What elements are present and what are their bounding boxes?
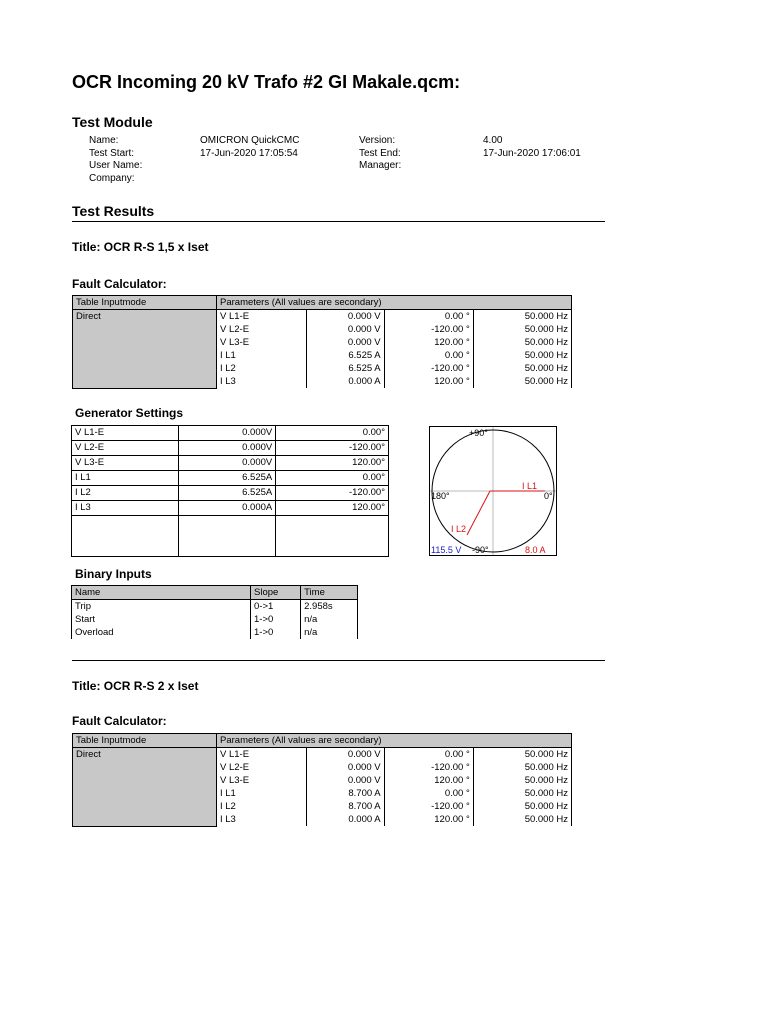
fault-calc-table-2: Table Inputmode Parameters (All values are secondary) Direct V L1-E 0.000 V 0.00 ° 50.000 Hz V L2-E 0.000 V -120.00 ° 50.000 Hz V L3-E 0.000 V 120.00 ° 50.000 Hz I L1 8.700 A 0.00 ° 50.000 Hz I L2 8.700 A -120.00 ° 50.000 Hz I L3 0.000 A 120.00 ° 50.000 Hz xyxy=(72,733,572,827)
document-title: OCR Incoming 20 kV Trafo #2 GI Makale.qcm: xyxy=(72,72,461,92)
divider xyxy=(72,221,605,222)
fc-row: I L1 6.525 A 0.00 ° 50.000 Hz xyxy=(73,349,572,362)
test2-title: Title: OCR R-S 2 x Iset xyxy=(72,679,199,693)
fault-calc-heading-2: Fault Calculator: xyxy=(72,714,167,728)
gen-row: V L2-E 0.000V -120.00° xyxy=(72,441,389,456)
fc-row: I L3 0.000 A 120.00 ° 50.000 Hz xyxy=(73,375,572,388)
gen-row: I L2 6.525A -120.00° xyxy=(72,486,389,501)
module-values-2: 4.00 17-Jun-2020 17:06:01 xyxy=(483,135,581,159)
gen-row: V L3-E 0.000V 120.00° xyxy=(72,456,389,471)
label-il1: I L1 xyxy=(522,481,538,491)
fc-row: Direct V L1-E 0.000 V 0.00 ° 50.000 Hz xyxy=(73,310,572,324)
module-labels: Name: Test Start: User Name: Company: xyxy=(89,135,143,184)
binary-row: Trip 0->1 2.958s xyxy=(72,600,358,614)
il2-vector xyxy=(467,491,490,535)
fc-row: I L1 8.700 A 0.00 ° 50.000 Hz xyxy=(73,787,572,800)
fc-row: I L2 8.700 A -120.00 ° 50.000 Hz xyxy=(73,800,572,813)
fault-calc-heading: Fault Calculator: xyxy=(72,277,167,291)
label-left: 180° xyxy=(431,491,450,501)
test-results-heading: Test Results xyxy=(72,203,155,219)
gen-row: V L1-E 0.000V 0.00° xyxy=(72,426,389,441)
gen-row: I L1 6.525A 0.00° xyxy=(72,471,389,486)
binary-table: Name Slope Time Trip 0->1 2.958s Start 1->0 n/a Overload 1->0 n/a xyxy=(71,585,358,639)
label-v-scale: 115.5 V xyxy=(431,545,462,555)
fc-row: V L2-E 0.000 V -120.00 ° 50.000 Hz xyxy=(73,761,572,774)
fc-row: V L2-E 0.000 V -120.00 ° 50.000 Hz xyxy=(73,323,572,336)
module-values: OMICRON QuickCMC 17-Jun-2020 17:05:54 xyxy=(200,135,300,159)
gen-row: I L3 0.000A 120.00° xyxy=(72,501,389,516)
label-right: 0° xyxy=(544,491,553,501)
fc-row: Direct V L1-E 0.000 V 0.00 ° 50.000 Hz xyxy=(73,748,572,762)
binary-row: Start 1->0 n/a xyxy=(72,613,358,626)
generator-settings-heading: Generator Settings xyxy=(75,406,184,420)
fc-row: V L3-E 0.000 V 120.00 ° 50.000 Hz xyxy=(73,774,572,787)
divider xyxy=(72,660,605,661)
binary-inputs-heading: Binary Inputs xyxy=(75,567,152,581)
test-module-heading: Test Module xyxy=(72,114,153,130)
fc-row: I L2 6.525 A -120.00 ° 50.000 Hz xyxy=(73,362,572,375)
label-il2: I L2 xyxy=(451,524,467,534)
label-bottom: -90° xyxy=(472,545,489,555)
generator-table xyxy=(71,425,389,557)
label-i-scale: 8.0 A xyxy=(525,545,546,555)
vector-diagram xyxy=(429,426,557,556)
label-top: +90° xyxy=(469,428,488,438)
test1-title: Title: OCR R-S 1,5 x Iset xyxy=(72,240,209,254)
fault-calc-table-1: Table Inputmode Parameters (All values are secondary) Direct V L1-E 0.000 V 0.00 ° 50.000 Hz V L2-E 0.000 V -120.00 ° 50.000 Hz V L3-E 0.000 V 120.00 ° 50.000 Hz I L1 6.525 A 0.00 ° 50.000 Hz I L2 6.525 A -120.00 ° 50.000 Hz I L3 0.000 A 120.00 ° 50.000 Hz xyxy=(72,295,572,389)
binary-row: Overload 1->0 n/a xyxy=(72,626,358,639)
module-labels-2: Version: Test End: Manager: xyxy=(359,135,402,171)
fc-row: V L3-E 0.000 V 120.00 ° 50.000 Hz xyxy=(73,336,572,349)
fc-row: I L3 0.000 A 120.00 ° 50.000 Hz xyxy=(73,813,572,826)
